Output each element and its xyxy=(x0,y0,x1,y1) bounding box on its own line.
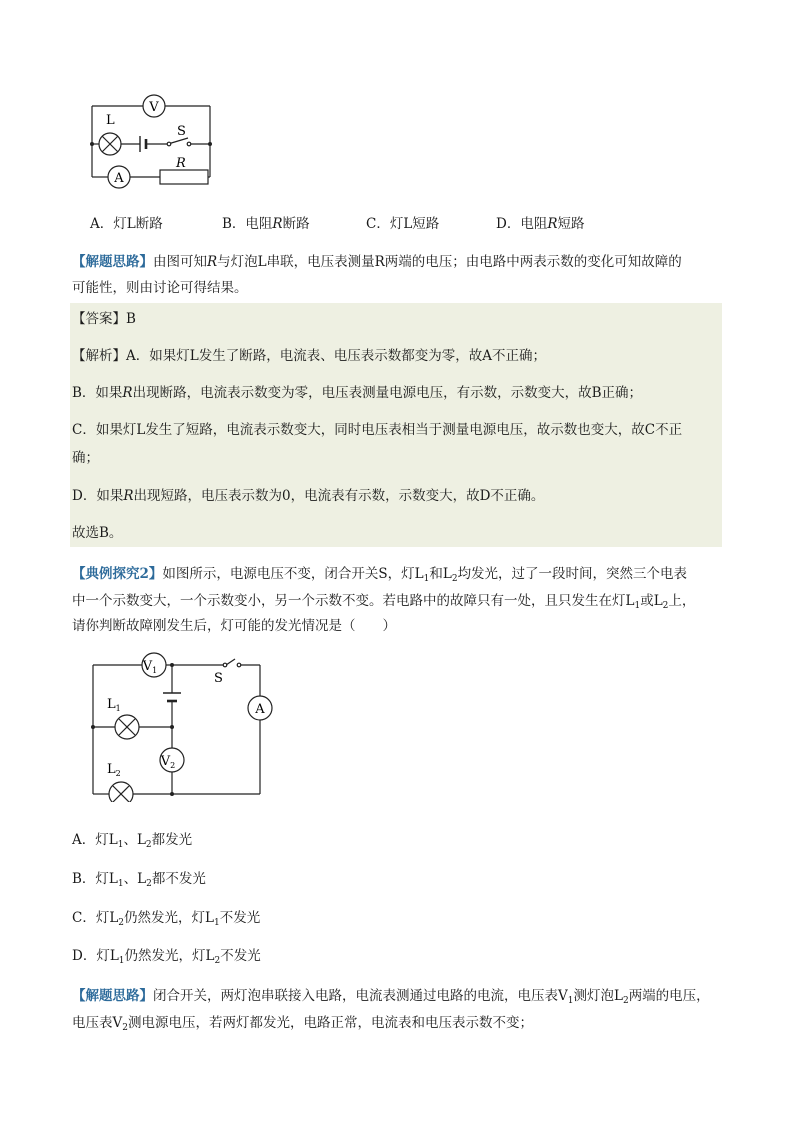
q2-option-b: B．灯$L_1$、$L_2$都不发光 xyxy=(72,871,206,889)
l2-label: $L_2$ xyxy=(107,762,121,778)
analysis-line6: 故选B。 xyxy=(72,525,123,541)
thinking1-line1: 【解题思路】由图可知R与灯泡L串联，电压表测量R两端的电压；由电路中两表示数的变化可知故障的 xyxy=(72,254,682,270)
example2-line3: 请你判断故障刚发生后，灯可能的发光情况是（ ） xyxy=(72,618,396,634)
analysis-line2: B．如果R出现断路，电流表示数变为零，电压表测量电源电压，有示数，示数变大，故B正确； xyxy=(72,385,643,401)
thinking1-line2: 可能性，则由讨论可得结果。 xyxy=(72,280,248,296)
ammeter2-label: A xyxy=(255,702,265,717)
voltmeter-label: V xyxy=(149,100,159,115)
analysis-line5: D．如果R出现短路，电压表示数为0，电流表有示数，示数变大，故D不正确。 xyxy=(72,488,545,504)
analysis-line4: 确； xyxy=(72,450,99,466)
v2-label: $V_2$ xyxy=(160,754,176,770)
q1-option-a: A．灯L断路 xyxy=(90,216,163,232)
v1-label: $V_1$ xyxy=(142,659,158,675)
l1-label: $L_1$ xyxy=(107,697,121,713)
example2-line2: 中一个示数变大，一个示数变小，另一个示数不变。若电路中的故障只有一处，且只发生在灯$L_1$或$L_2$上， xyxy=(72,593,696,611)
thinking2-line1: 【解题思路】闭合开关，两灯泡串联接入电路，电流表测通过电路的电流，电压表$V_1$测灯泡$L_2$两端的电压， xyxy=(72,988,710,1006)
q1-option-c: C．灯L短路 xyxy=(366,216,440,232)
ammeter-label: A xyxy=(114,171,124,186)
switch-label: S xyxy=(177,124,186,139)
q2-option-c: C．灯$L_2$仍然发光，灯$L_1$不发光 xyxy=(72,910,261,928)
resistor-label: R xyxy=(176,156,186,171)
example2-line1: 【典例探究2】如图所示，电源电压不变，闭合开关S，灯$L_1$和$L_2$均发光，过了一段时间，突然三个电表 xyxy=(72,566,688,584)
q1-option-b: B．电阻R断路 xyxy=(222,216,310,232)
q2-option-a: A．灯$L_1$、$L_2$都发光 xyxy=(72,832,193,850)
circuit-diagram-1 xyxy=(88,92,218,192)
q1-option-d: D．电阻R短路 xyxy=(496,216,585,232)
q2-option-d: D．灯$L_1$仍然发光，灯$L_2$不发光 xyxy=(72,948,261,966)
thinking2-line2: 电压表$V_2$测电源电压，若两灯都发光，电路正常，电流表和电压表示数不变； xyxy=(72,1015,533,1033)
circuit-diagram-2 xyxy=(88,652,278,802)
analysis-line3: C．如果灯L发生了短路，电流表示数变大，同时电压表相当于测量电源电压，故示数也变大，故C不正 xyxy=(72,422,683,438)
analysis-line1: 【解析】A．如果灯L发生了断路，电流表、电压表示数都变为零，故A不正确； xyxy=(72,348,546,364)
lamp-label: L xyxy=(106,113,115,128)
switch2-label: S xyxy=(214,671,223,686)
answer-line: 【答案】B xyxy=(72,311,136,327)
